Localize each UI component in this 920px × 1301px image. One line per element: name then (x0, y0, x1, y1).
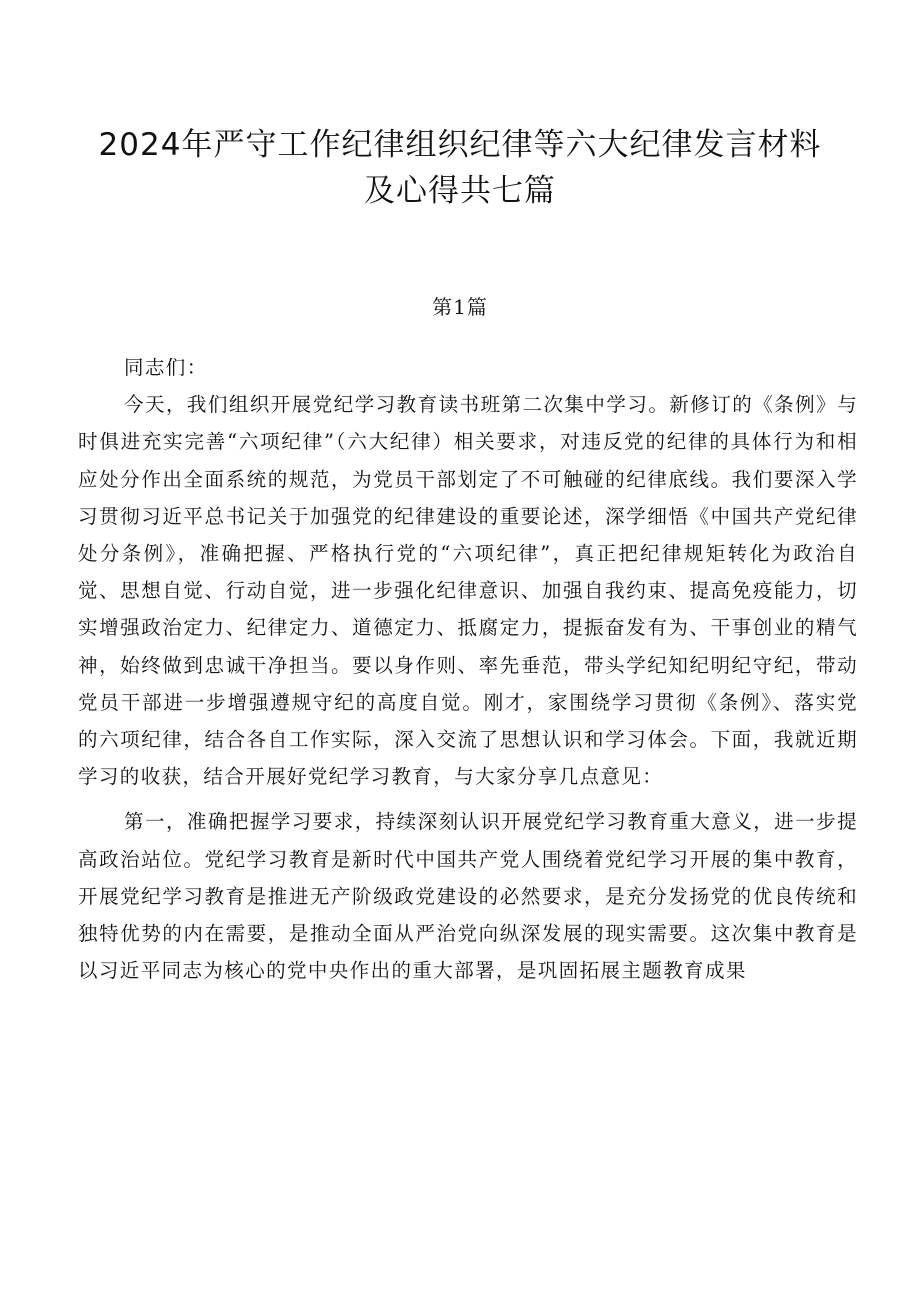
document-title (60, 122, 860, 214)
salutation: 同志们： (124, 356, 208, 379)
body-paragraph: 今天，我们组织开展党纪学习教育读书班第二次集中学习。新修订的《条例》与时俱进充实完善“六项纪律”（六大纪律）相关要求，对违反党的纪律的具体行为和相应处分作出全面系统的规范，为党员干部划定了不可触碰的纪律底线。我们要深入学习贯彻习近平总书记关于加强党的纪律建设的重要论述，深学细悟《中国共产党纪律处分条例》，准确把握、严格执行党的“六项纪律”，真正把纪律规矩转化为政治自觉、思想自觉、行动自觉，进一步强化纪律意识、加强自我约束、提高免疫能力，切实增强政治定力、纪律定力、道德定力、抵腐定力，提振奋发有为、干事创业的精气神，始终做到忠诚干净担当。要以身作则、率先垂范，带头学纪知纪明纪守纪，带动党员干部进一步增强遵规守纪的高度自觉。刚才，家围绕学习贯彻《条例》、落实党的六项纪律，结合各自工作实际，深入交流了思想认识和学习体会。下面，我就近期学习的收获，结合开展好党纪学习教育，与大家分享几点意见： (78, 393, 858, 789)
section-heading: 第1篇 (432, 295, 488, 319)
document-body (78, 349, 858, 997)
title-line-2: 及心得共七篇 (364, 173, 556, 209)
title-line-1: 2024年严守工作纪律组织纪律等六大纪律发言材料 (98, 127, 822, 163)
body-paragraph: 第一，准确把握学习要求，持续深刻认识开展党纪学习教育重大意义，进一步提高政治站位。党纪学习教育是新时代中国共产党人围绕着党纪学习开展的集中教育，开展党纪学习教育是推进无产阶级政党建设的必然要求，是充分发扬党的优良传统和独特优势的内在需要，是推动全面从严治党向纵深发展的现实需要。这次集中教育是以习近平同志为核心的党中央作出的重大部署，是巩固拓展主题教育成果 (78, 810, 858, 983)
